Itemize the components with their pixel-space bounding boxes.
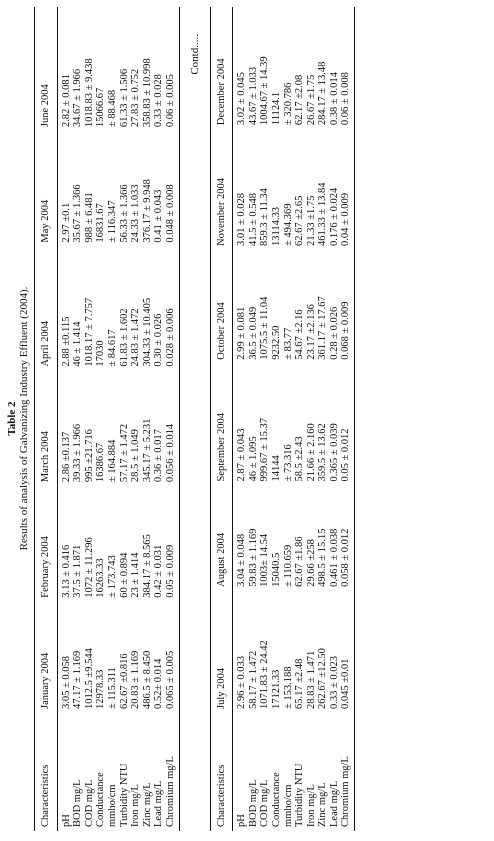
table-cell: 361.17 ± 17.67: [317, 296, 329, 360]
row-label: BOD mg/L: [247, 779, 259, 827]
table-cell: 62.67 ±2.65: [294, 195, 306, 246]
table-cell: 0.33 ± 0.028: [153, 74, 165, 128]
row-label: Turbidity NTU: [294, 763, 306, 827]
table-cell: 11124.1: [270, 91, 282, 126]
table-cell: 58.5 ±2.43: [294, 436, 306, 482]
table-cell: 41.5 ± 0.548: [247, 192, 259, 246]
table-cell: 12978.33: [95, 669, 107, 709]
table-row: [317, 7, 329, 831]
table-cell: 498.5 ± 15.15: [317, 528, 329, 587]
table-row: [233, 7, 248, 831]
table-row: [248, 7, 260, 831]
table-cell: 60 ± 0.894: [118, 552, 130, 598]
row-label: pH: [60, 814, 72, 827]
table-cell: 57.17 ± 1.472: [118, 423, 130, 483]
row-label: Conductance: [95, 772, 107, 827]
table-cell: 0.068 ± 0.009: [340, 250, 354, 364]
table-cell: 0.028 ± 0.006: [165, 247, 179, 371]
table-cell: 358.83 ± 10.998: [141, 58, 153, 128]
table-cell: 359.5 ± 13.62: [317, 423, 329, 482]
table-row: [153, 7, 165, 831]
table-cell: 0.05 ± 0.009: [165, 486, 179, 602]
table-row: [119, 7, 131, 831]
table-cell: 461.33 ± 13.84: [317, 182, 329, 246]
table-cell: 65.17 ±2.48: [294, 658, 306, 709]
table-cell: 0.176 ± 0.024: [328, 187, 340, 246]
header-cell: October 2004: [210, 250, 233, 364]
table-row: [329, 7, 341, 831]
table-row: [57, 7, 72, 831]
table-cell: 0.42 ± 0.031: [153, 544, 165, 598]
results-table-jan-jun: [34, 7, 180, 831]
table-cell: 0.36 ± 0.017: [153, 429, 165, 483]
table-cell: 17121.33: [270, 669, 282, 709]
table-cell: 0.06 ± 0.008: [340, 7, 354, 129]
table-cell: 486.5 ± 8.450: [141, 650, 153, 709]
table-cell: 20.83 ± 1.169: [130, 650, 142, 709]
table-cell: ± 173.743: [106, 555, 118, 598]
table-cell: 58.17 ± 1.472: [247, 650, 259, 709]
table-cell: 0.30 ± 0.026: [153, 313, 165, 367]
table-cell: 1004.67 ± 14.39: [259, 56, 271, 126]
table-cell: 21.33 ±1.75: [305, 195, 317, 246]
table-cell: 1018.83 ± 9.438: [83, 58, 95, 128]
table-cell: 28.83 ± 1.471: [305, 650, 317, 709]
table-cell: 0.045 ±0.01: [340, 591, 354, 713]
table-cell: 9232.50: [270, 325, 282, 360]
table-cell: 59.83 ± 1.169: [247, 528, 259, 587]
table-row: [271, 7, 283, 831]
row-label: Chromium mg/L: [340, 713, 354, 831]
table-cell: 62.17 ±2.08: [294, 74, 306, 126]
row-label: mmho/cm: [106, 784, 118, 827]
header-cell: June 2004: [35, 7, 58, 131]
header-cell: January 2004: [35, 602, 58, 713]
table-cell: 0.04 ± 0.009: [340, 129, 354, 250]
table-cell: 39.33 ± 1.966: [72, 423, 84, 483]
table-cell: 376.17 ± 9.948: [141, 179, 153, 243]
table-cell: 284.17 ± 13.48: [317, 61, 329, 126]
table-cell: 13114.33: [270, 206, 282, 246]
table-cell: 28.5 ± 1.049: [130, 429, 142, 483]
table-cell: 0.06 ± 0.005: [165, 7, 179, 131]
table-cell: 1072 ± 11.296: [83, 537, 95, 598]
row-label: pH: [236, 814, 248, 827]
table-cell: ± 115.311: [106, 667, 118, 709]
table-cell: 988 ± 6.481: [83, 192, 95, 243]
table-row: [340, 7, 354, 831]
row-label: Turbidity NTU: [118, 763, 130, 827]
table-cell: 3.13 ± 0.416: [60, 544, 72, 598]
table-cell: 2.82 ± 0.081: [60, 74, 72, 128]
table-cell: 1003± 14.54: [259, 533, 271, 587]
table-row: [84, 7, 96, 831]
table-cell: 2.88 ±0.115: [60, 316, 72, 367]
table-cell: ± 88.468: [106, 89, 118, 128]
table-cell: 56.33 ± 1.366: [118, 184, 130, 243]
table-cell: ± 116.347: [106, 200, 118, 243]
table-body: [233, 7, 355, 831]
table-cell: 0.048 ± 0.008: [165, 131, 179, 247]
table-cell: 26.67 ±1.75: [305, 74, 317, 126]
table-cell: ± 164.884: [106, 439, 118, 483]
table-cell: 35.67 ± 1.366: [72, 184, 84, 243]
table-cell: 61.33 ± 1.506: [118, 68, 130, 128]
header-cell: July 2004: [210, 591, 233, 713]
continued-note: Contd.....: [188, 34, 201, 75]
row-label: Conductance: [270, 772, 282, 827]
table-row: [294, 7, 306, 831]
header-cell: Characteristics: [35, 713, 58, 831]
row-label: BOD mg/L: [72, 779, 84, 827]
table-caption: [6, 6, 30, 831]
table-cell: 46 ± 1.414: [72, 321, 84, 367]
table-row: [259, 7, 271, 831]
table-cell: 24.83 ± 1.472: [130, 308, 142, 367]
table-cell: 3.02 ± 0.045: [236, 72, 248, 126]
table-row: [72, 7, 84, 831]
table-cell: 2.96 ± 0.033: [236, 655, 248, 709]
table-cell: 1071.83 ± 24.42: [259, 640, 271, 709]
table-cell: 0.058 ± 0.012: [340, 485, 354, 590]
table-cell: 15040.5: [270, 552, 282, 587]
results-table-jul-dec: [210, 7, 356, 831]
header-cell: September 2004: [210, 364, 233, 486]
row-label: COD mg/L: [83, 779, 95, 827]
table-cell: 0.41 ± 0.043: [153, 189, 165, 243]
table-cell: ± 84.617: [106, 329, 118, 367]
table-cell: 0.461 ± 0.038: [328, 528, 340, 587]
table-cell: ± 153.188: [282, 666, 294, 709]
row-label: Lead mg/L: [328, 780, 340, 827]
table-cell: 16386.67: [95, 442, 107, 483]
table-cell: ± 83.77: [282, 327, 294, 360]
row-label: mmho/cm: [282, 784, 294, 827]
table-cell: 37.5 ± 1.871: [72, 544, 84, 598]
table-cell: 1075.5 ± 11.04: [259, 296, 271, 360]
table-cell: 15066.67: [95, 87, 107, 128]
table-cell: 47.17 ± 1.169: [72, 650, 84, 709]
table-cell: 62.67 ±1.86: [294, 536, 306, 587]
header-row: [35, 7, 58, 831]
table-cell: 16263.33: [95, 558, 107, 598]
table-cell: 859.3 ± 11.34: [259, 188, 271, 246]
table-row: [95, 7, 107, 831]
row-label: Iron mg/L: [305, 784, 317, 827]
table-cell: 16831.67: [95, 203, 107, 243]
table-cell: 0.28 ± 0.026: [328, 306, 340, 360]
table-cell: 345.17 ± 5.231: [141, 418, 153, 483]
table-row: [306, 7, 318, 831]
table-cell: 34.67 ± 1.966: [72, 68, 84, 128]
header-row: [210, 7, 233, 831]
table-cell: ± 494.369: [282, 203, 294, 246]
table-cell: ± 73.316: [282, 444, 294, 482]
table-cell: 24.33 ± 1.033: [130, 184, 142, 243]
header-cell: March 2004: [35, 371, 58, 487]
table-cell: 2.97 ±0.1: [60, 202, 72, 243]
table-title: Results of analysis of Galvanizing Industry Effluent (2004).: [18, 286, 30, 551]
table-cell: 3.01 ± 0.028: [236, 192, 248, 246]
table-cell: 29.66 ±258: [305, 539, 317, 587]
header-cell: Characteristics: [210, 713, 233, 831]
header-cell: May 2004: [35, 131, 58, 247]
table-cell: 1018.17 ± 7.757: [83, 297, 95, 367]
table-cell: 3.04 ± 0.048: [236, 533, 248, 587]
table-cell: 3.05 ± 0.058: [60, 655, 72, 709]
table-cell: 304.33 ± 10.405: [141, 297, 153, 367]
header-cell: December 2004: [210, 7, 233, 129]
header-cell: February 2004: [35, 486, 58, 602]
table-cell: 61.83 ± 1.602: [118, 308, 130, 367]
row-label: Iron mg/L: [130, 784, 142, 827]
header-cell: August 2004: [210, 485, 233, 590]
table-cell: ± 110.659: [282, 544, 294, 587]
table-body: [57, 7, 179, 831]
table-cell: 2.86 ±0.137: [60, 431, 72, 483]
table-cell: 23 ± 1.414: [130, 552, 142, 598]
table-cell: 262.67 ±12.50: [317, 648, 329, 709]
table-cell: 0.056 ± 0.014: [165, 371, 179, 487]
row-label: Zinc mg/L: [141, 782, 153, 827]
table-row: [283, 7, 295, 831]
table-cell: 54.67 ±2.16: [294, 309, 306, 360]
row-label: COD mg/L: [259, 779, 271, 827]
table-cell: ± 320.786: [282, 82, 294, 126]
table-cell: 384.17 ± 8.565: [141, 534, 153, 598]
table-row: [165, 7, 179, 831]
table-cell: 17030: [95, 340, 107, 367]
row-label: Chromium mg/L: [165, 713, 179, 831]
table-cell: 46 ± 1.095: [247, 436, 259, 482]
table-cell: 36.5 ± 0.049: [247, 306, 259, 360]
table-cell: 2.87 ± 0.043: [236, 428, 248, 482]
table-number: Table 2: [6, 401, 18, 436]
table-cell: 27.83 ± 0.752: [130, 68, 142, 128]
table-row: [142, 7, 154, 831]
table-cell: 14144: [270, 455, 282, 482]
table-cell: 0.365 ± 0.039: [328, 423, 340, 482]
table-cell: 999.67 ± 15.37: [259, 417, 271, 482]
row-label: Lead mg/L: [153, 780, 165, 827]
row-label: Zinc mg/L: [317, 782, 329, 827]
table-cell: 2.99 ± 0.081: [236, 306, 248, 360]
table-cell: 0.38 ± 0.014: [328, 72, 340, 126]
table-cell: 43.67 ± 1.033: [247, 66, 259, 126]
table-cell: 0.52± 0.014: [153, 658, 165, 709]
table-row: [130, 7, 142, 831]
table-cell: 23.17 ±2.136: [305, 304, 317, 360]
header-cell: April 2004: [35, 247, 58, 371]
table-cell: 0.05 ± 0.012: [340, 364, 354, 486]
table-cell: 0.33 ± 0.023: [328, 655, 340, 709]
table-row: [107, 7, 119, 831]
table-cell: 1012.5 ±9.544: [83, 648, 95, 709]
table-cell: 62.67 ±0.816: [118, 653, 130, 709]
table-cell: 995 ±21.716: [83, 429, 95, 483]
table-cell: 0.065 ± 0.005: [165, 602, 179, 713]
header-cell: November 2004: [210, 129, 233, 250]
table-cell: 21.66 ± 2.160: [305, 423, 317, 482]
